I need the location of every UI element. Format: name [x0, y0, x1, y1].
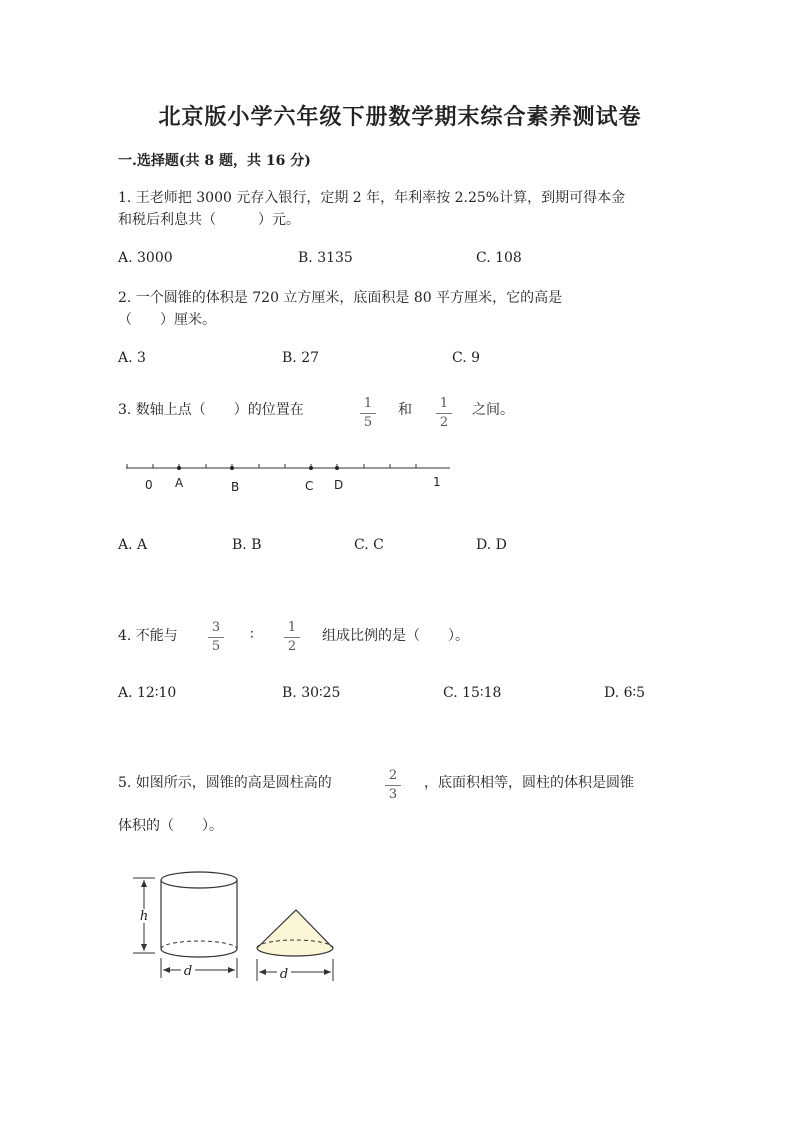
number-line-label-a: A: [175, 476, 184, 490]
fraction-one-fifth: [358, 396, 378, 431]
page-title: 北京版小学六年级下册数学期末综合素养测试卷: [158, 104, 642, 130]
point-b: [230, 466, 234, 470]
question-4-option-a[interactable]: A. 12∶10: [118, 685, 177, 701]
question-3-option-a[interactable]: A. A: [118, 537, 148, 553]
fraction-numerator: 3: [211, 620, 221, 635]
question-4-option-b[interactable]: B. 30∶25: [282, 685, 341, 701]
cylinder-diameter-label: d: [183, 964, 193, 979]
question-2-option-b[interactable]: B. 27: [282, 350, 320, 366]
fraction-numerator: 1: [363, 396, 373, 411]
number-line: [120, 455, 450, 479]
section-heading: 一.选择题(共 8 题，共 16 分): [118, 153, 311, 169]
fraction-two-thirds: [383, 768, 403, 803]
question-3-suffix: 之间。: [472, 402, 514, 418]
cylinder-shape: [161, 872, 237, 957]
question-2-line-2: （ ）厘米。: [118, 312, 216, 328]
fraction-denominator: 2: [287, 639, 297, 654]
question-2-line-1: 2. 一个圆锥的体积是 720 立方厘米，底面积是 80 平方厘米，它的高是: [118, 290, 563, 306]
fraction-numerator: 1: [439, 396, 449, 411]
question-3-option-c[interactable]: C. C: [354, 537, 384, 553]
fraction-denominator: 2: [439, 415, 449, 430]
fraction-three-fifths: [206, 620, 226, 655]
fraction-numerator: 2: [388, 768, 398, 783]
ratio-colon: ∶: [250, 627, 254, 643]
fraction-numerator: 1: [287, 620, 297, 635]
question-3-option-b[interactable]: B. B: [232, 537, 262, 553]
point-c: [309, 466, 313, 470]
question-3-option-d[interactable]: D. D: [476, 537, 507, 553]
question-1-line-1: 1. 王老师把 3000 元存入银行，定期 2 年，年利率按 2.25%计算，到期可得本金: [118, 190, 626, 206]
fraction-one-half: [282, 620, 302, 655]
question-2-option-a[interactable]: A. 3: [118, 350, 146, 366]
question-3-prefix: 3. 数轴上点（ ）的位置在: [118, 402, 304, 418]
fraction-denominator: 5: [363, 415, 373, 430]
fraction-denominator: 5: [211, 639, 221, 654]
cone-diameter-label: d: [279, 967, 289, 982]
question-1-option-b[interactable]: B. 3135: [298, 250, 353, 266]
number-line-label-d: D: [334, 478, 344, 492]
question-5-suffix: ，底面积相等，圆柱的体积是圆锥: [424, 775, 634, 791]
point-d: [335, 466, 339, 470]
question-5-line-2: 体积的（ ）。: [118, 818, 223, 834]
question-1-line-2: 和税后利息共（ ）元。: [118, 212, 300, 228]
question-4-prefix: 4. 不能与: [118, 628, 178, 644]
question-4-suffix: 组成比例的是（ ）。: [322, 628, 469, 644]
cylinder-cone-figure: [125, 862, 345, 992]
number-line-one: 1: [433, 475, 441, 489]
fraction-denominator: 3: [388, 787, 398, 802]
height-label: h: [139, 909, 149, 924]
point-a: [177, 466, 181, 470]
question-5-prefix: 5. 如图所示，圆锥的高是圆柱高的: [118, 775, 332, 791]
question-4-option-c[interactable]: C. 15∶18: [443, 685, 502, 701]
fraction-one-half: [434, 396, 454, 431]
number-line-label-b: B: [231, 480, 240, 494]
question-2-option-c[interactable]: C. 9: [452, 350, 481, 366]
cone-shape: [257, 910, 333, 956]
number-line-label-c: C: [305, 479, 314, 493]
question-4-option-d[interactable]: D. 6∶5: [604, 685, 646, 701]
question-1-option-a[interactable]: A. 3000: [118, 250, 173, 266]
question-1-option-c[interactable]: C. 108: [476, 250, 522, 266]
question-3-and: 和: [398, 402, 412, 418]
number-line-zero: 0: [145, 478, 153, 492]
